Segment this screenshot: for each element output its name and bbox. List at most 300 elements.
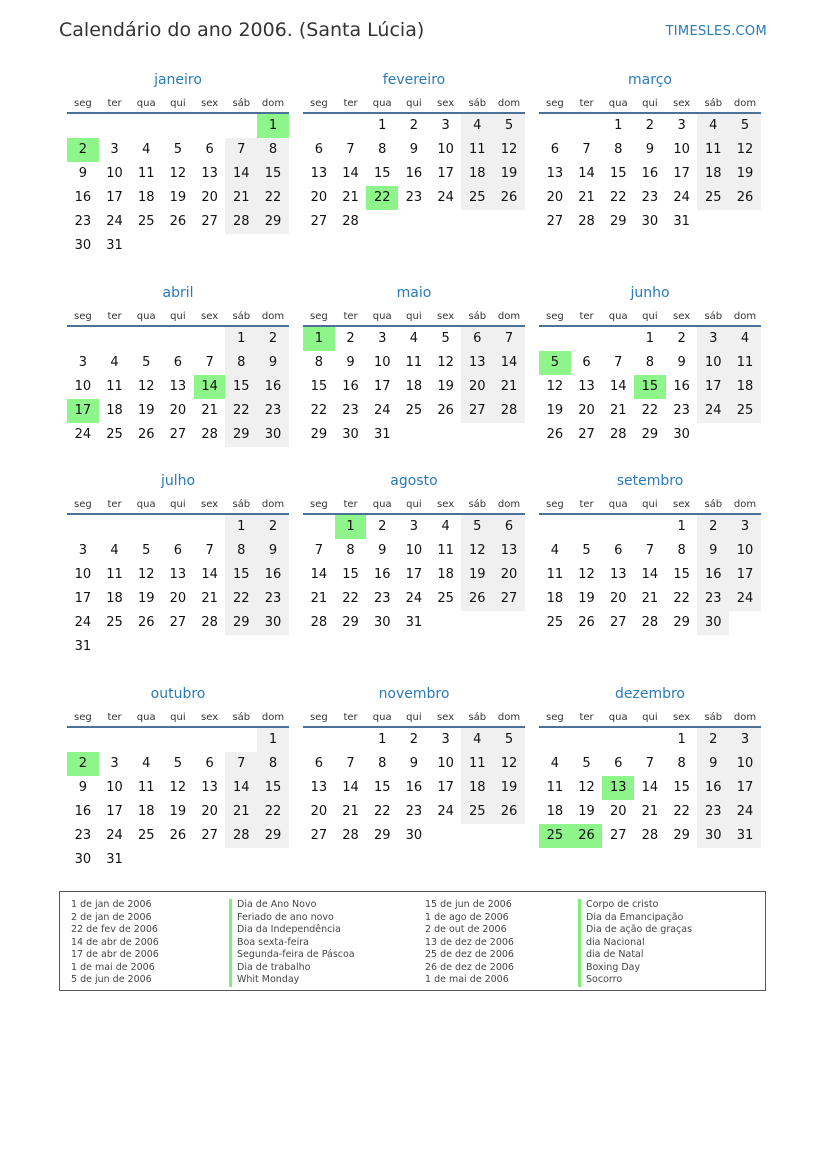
month-fevereiro [303, 72, 525, 234]
day-cell: 6 [614, 543, 623, 558]
weekday-label: seg [309, 98, 328, 109]
day-cell: 14 [578, 166, 595, 181]
month-setembro [539, 473, 761, 635]
legend-date: 26 de dez de 2006 [425, 961, 514, 973]
day-cell: 16 [697, 776, 729, 800]
month-name: outubro [150, 686, 206, 702]
legend-date: 25 de dez de 2006 [425, 949, 514, 960]
day-cell: 27 [461, 399, 493, 423]
day-cell: 22 [609, 190, 627, 205]
month-março [539, 72, 761, 234]
day-cell: 13 [169, 379, 187, 394]
weekday-label: sáb [704, 712, 723, 723]
legend-names-right [578, 899, 692, 987]
empty-cell [99, 114, 131, 138]
day-cell: 12 [578, 567, 595, 582]
day-cell: 1 [225, 515, 257, 539]
empty-cell [67, 114, 99, 138]
day-cell: 15 [257, 162, 289, 186]
empty-cell [67, 728, 99, 752]
day-grid [539, 515, 761, 635]
day-cell: 6 [493, 515, 525, 539]
day-cell: 15 [342, 567, 359, 582]
month-name: abril [162, 285, 194, 301]
day-cell: 31 [373, 427, 391, 442]
weekday-label: dom [733, 499, 757, 510]
weekday-label: sex [437, 712, 455, 723]
day-cell: 3 [78, 543, 87, 558]
day-cell: 11 [461, 138, 493, 162]
empty-cell [130, 515, 162, 539]
empty-cell [634, 728, 666, 752]
day-cell: 16 [257, 375, 289, 399]
weekday-label: sex [437, 98, 455, 109]
legend-dates-right [425, 899, 514, 987]
day-cell: 7 [205, 355, 214, 370]
weekday-label: qui [406, 311, 422, 322]
day-cell: 8 [346, 543, 355, 558]
day-cell: 20 [201, 804, 218, 819]
day-cell: 17 [673, 166, 690, 181]
day-cell: 10 [697, 351, 729, 375]
legend-holiday-name: Dia de ação de graças [578, 924, 692, 937]
day-cell: 2 [645, 118, 655, 133]
day-cell: 24 [437, 190, 454, 205]
day-cell: 26 [493, 186, 525, 210]
weekday-header [67, 98, 289, 114]
weekday-label: qua [608, 712, 628, 723]
month-janeiro [67, 72, 289, 258]
day-cell: 31 [405, 615, 423, 630]
day-cell: 4 [110, 355, 119, 370]
day-cell: 23 [697, 587, 729, 611]
weekday-label: seg [73, 311, 92, 322]
day-cell: 20 [310, 804, 328, 819]
day-cell: 4 [110, 543, 119, 558]
day-cell: 24 [74, 615, 92, 630]
empty-cell [225, 114, 257, 138]
day-cell: 13 [310, 780, 328, 795]
day-cell: 3 [677, 118, 686, 133]
month-julho [67, 473, 289, 659]
weekday-label: sáb [232, 499, 251, 510]
holiday-day-cell: 26 [571, 824, 603, 848]
day-cell: 28 [609, 427, 627, 442]
legend-date: 1 de mai de 2006 [425, 974, 509, 985]
weekday-label: sáb [468, 499, 487, 510]
day-cell: 9 [378, 543, 387, 558]
day-cell: 7 [205, 543, 214, 558]
day-cell: 13 [201, 780, 218, 795]
weekday-label: qui [406, 499, 422, 510]
day-cell: 23 [697, 800, 729, 824]
day-grid [303, 327, 525, 447]
day-grid [303, 515, 525, 635]
day-cell: 29 [641, 427, 659, 442]
day-cell: 27 [201, 828, 218, 843]
empty-cell [130, 327, 162, 351]
day-cell: 24 [437, 804, 454, 819]
day-cell: 16 [74, 190, 92, 205]
day-cell: 1 [677, 732, 686, 747]
legend-holiday-name: dia de Natal [578, 949, 692, 962]
day-cell: 12 [493, 138, 525, 162]
day-cell: 4 [729, 327, 761, 351]
day-cell: 20 [546, 190, 564, 205]
empty-cell [571, 327, 603, 351]
day-cell: 25 [137, 828, 155, 843]
weekday-label: qui [170, 712, 186, 723]
weekday-label: qua [372, 712, 392, 723]
month-name: setembro [616, 473, 684, 489]
day-cell: 21 [609, 403, 627, 418]
day-cell: 29 [310, 427, 328, 442]
day-cell: 12 [169, 166, 187, 181]
weekday-label: ter [107, 499, 122, 510]
day-cell: 27 [169, 615, 187, 630]
day-cell: 11 [405, 355, 423, 370]
day-cell: 16 [697, 563, 729, 587]
weekday-label: qua [608, 311, 628, 322]
day-cell: 2 [346, 331, 355, 346]
holiday-day-cell: 25 [539, 824, 571, 848]
day-cell: 12 [169, 780, 187, 795]
day-cell: 30 [74, 852, 92, 867]
day-cell: 1 [378, 118, 387, 133]
legend-date: 1 de ago de 2006 [425, 911, 509, 923]
month-name: julho [160, 473, 196, 489]
empty-cell [634, 515, 666, 539]
day-grid [539, 327, 761, 447]
day-cell: 16 [342, 379, 359, 394]
empty-cell [130, 728, 162, 752]
day-cell: 16 [373, 567, 391, 582]
brand-link[interactable]: TIMESLES.COM [665, 24, 767, 39]
empty-cell [225, 728, 257, 752]
day-cell: 4 [441, 519, 450, 534]
day-grid [539, 114, 761, 234]
legend-date: 14 de abr de 2006 [71, 936, 159, 948]
day-cell: 10 [673, 142, 690, 157]
weekday-label: qua [136, 712, 156, 723]
legend-date: 22 de fev de 2006 [71, 924, 158, 935]
day-cell: 31 [74, 639, 92, 654]
day-cell: 25 [461, 186, 493, 210]
day-cell: 15 [673, 780, 690, 795]
day-cell: 5 [142, 355, 151, 370]
day-cell: 25 [461, 800, 493, 824]
day-cell: 23 [342, 403, 359, 418]
day-cell: 14 [342, 780, 359, 795]
empty-cell [539, 515, 571, 539]
weekday-label: qui [170, 311, 186, 322]
day-cell: 29 [373, 828, 391, 843]
day-cell: 18 [461, 162, 493, 186]
weekday-header [539, 499, 761, 515]
day-cell: 22 [257, 186, 289, 210]
weekday-label: ter [579, 98, 594, 109]
empty-cell [194, 515, 226, 539]
day-cell: 27 [546, 214, 564, 229]
empty-cell [539, 728, 571, 752]
day-cell: 18 [437, 567, 454, 582]
empty-cell [162, 327, 194, 351]
day-cell: 8 [378, 142, 387, 157]
day-cell: 3 [697, 327, 729, 351]
weekday-header [67, 712, 289, 728]
day-cell: 16 [257, 563, 289, 587]
day-cell: 17 [437, 780, 454, 795]
day-cell: 29 [342, 615, 359, 630]
day-cell: 29 [257, 824, 289, 848]
day-cell: 17 [106, 190, 123, 205]
legend-date: 2 de jan de 2006 [71, 911, 152, 923]
day-cell: 14 [225, 162, 257, 186]
weekday-label: qui [406, 712, 422, 723]
weekday-label: sex [437, 499, 455, 510]
day-cell: 29 [225, 423, 257, 447]
day-cell: 25 [405, 403, 423, 418]
day-cell: 16 [405, 166, 423, 181]
day-cell: 7 [346, 756, 355, 771]
day-cell: 8 [677, 756, 686, 771]
day-cell: 1 [614, 118, 623, 133]
legend-holiday-name: Feriado de ano novo [229, 912, 355, 925]
day-cell: 28 [201, 427, 218, 442]
legend-holiday-name: Corpo de cristo [578, 899, 692, 912]
day-cell: 30 [257, 611, 289, 635]
weekday-label: seg [73, 98, 92, 109]
day-cell: 13 [493, 539, 525, 563]
day-cell: 22 [225, 399, 257, 423]
day-cell: 15 [225, 375, 257, 399]
month-name: junho [630, 285, 670, 301]
day-cell: 13 [310, 166, 328, 181]
empty-cell [303, 728, 335, 752]
day-cell: 30 [74, 238, 92, 253]
day-cell: 1 [645, 331, 655, 346]
day-cell: 11 [137, 780, 155, 795]
holiday-day-cell: 22 [366, 186, 398, 210]
day-cell: 26 [546, 427, 564, 442]
day-cell: 4 [142, 756, 151, 771]
day-cell: 4 [697, 114, 729, 138]
day-cell: 31 [729, 824, 761, 848]
day-cell: 24 [106, 828, 123, 843]
day-cell: 9 [409, 142, 419, 157]
day-cell: 1 [677, 519, 686, 534]
day-cell: 8 [378, 756, 387, 771]
day-cell: 6 [205, 756, 214, 771]
holiday-day-cell: 1 [257, 114, 289, 138]
day-cell: 16 [641, 166, 659, 181]
day-cell: 24 [673, 190, 690, 205]
day-cell: 3 [378, 331, 387, 346]
day-cell: 5 [142, 543, 151, 558]
day-cell: 29 [673, 615, 690, 630]
empty-cell [539, 114, 571, 138]
holiday-day-cell: 1 [303, 327, 335, 351]
day-cell: 5 [173, 142, 183, 157]
month-name: novembro [378, 686, 450, 702]
day-cell: 2 [677, 331, 686, 346]
day-grid [67, 515, 289, 659]
empty-cell [194, 728, 226, 752]
day-cell: 3 [78, 355, 87, 370]
empty-cell [162, 515, 194, 539]
day-cell: 19 [437, 379, 454, 394]
day-cell: 17 [106, 804, 123, 819]
day-cell: 5 [173, 756, 183, 771]
day-cell: 7 [645, 543, 655, 558]
day-cell: 25 [729, 399, 761, 423]
weekday-label: ter [343, 712, 358, 723]
legend-holiday-name: Dia de Ano Novo [229, 899, 355, 912]
weekday-label: ter [343, 311, 358, 322]
legend-dates-left [71, 899, 159, 987]
day-cell: 6 [173, 543, 183, 558]
day-cell: 28 [342, 214, 359, 229]
day-cell: 26 [137, 615, 155, 630]
day-cell: 19 [729, 162, 761, 186]
day-cell: 10 [729, 539, 761, 563]
day-cell: 23 [405, 190, 423, 205]
day-cell: 7 [493, 327, 525, 351]
day-cell: 8 [225, 539, 257, 563]
weekday-label: sáb [704, 98, 723, 109]
weekday-label: seg [545, 712, 564, 723]
day-cell: 28 [641, 828, 659, 843]
weekday-label: sex [201, 499, 219, 510]
day-cell: 7 [346, 142, 355, 157]
weekday-label: seg [309, 499, 328, 510]
day-cell: 3 [110, 142, 119, 157]
holiday-day-cell: 1 [335, 515, 367, 539]
weekday-label: sáb [232, 712, 251, 723]
day-cell: 25 [106, 427, 123, 442]
day-cell: 14 [641, 567, 659, 582]
day-cell: 23 [673, 403, 690, 418]
legend-date: 15 de jun de 2006 [425, 899, 512, 910]
month-abril [67, 285, 289, 447]
weekday-label: sáb [232, 311, 251, 322]
day-cell: 11 [729, 351, 761, 375]
day-cell: 26 [578, 615, 595, 630]
day-cell: 17 [373, 379, 391, 394]
day-cell: 9 [346, 355, 355, 370]
day-cell: 15 [310, 379, 328, 394]
day-cell: 22 [673, 591, 690, 606]
day-cell: 23 [405, 804, 423, 819]
day-cell: 25 [106, 615, 123, 630]
day-cell: 11 [461, 752, 493, 776]
empty-cell [335, 114, 367, 138]
weekday-header [539, 311, 761, 327]
weekday-header [303, 712, 525, 728]
day-cell: 5 [582, 756, 591, 771]
day-cell: 31 [106, 852, 123, 867]
day-cell: 22 [641, 403, 659, 418]
empty-cell [539, 327, 571, 351]
day-cell: 19 [169, 804, 187, 819]
day-cell: 21 [310, 591, 328, 606]
weekday-label: sáb [232, 98, 251, 109]
legend-date: 13 de dez de 2006 [425, 936, 514, 948]
day-cell: 20 [609, 591, 627, 606]
day-cell: 24 [729, 800, 761, 824]
weekday-label: qui [406, 98, 422, 109]
day-cell: 17 [729, 563, 761, 587]
weekday-label: sex [673, 712, 691, 723]
weekday-label: qui [642, 311, 658, 322]
empty-cell [67, 515, 99, 539]
weekday-label: qui [642, 712, 658, 723]
weekday-label: sex [673, 499, 691, 510]
day-cell: 13 [169, 567, 187, 582]
weekday-label: qui [170, 98, 186, 109]
day-cell: 9 [257, 539, 289, 563]
day-cell: 2 [697, 728, 729, 752]
weekday-label: qua [372, 311, 392, 322]
day-cell: 7 [225, 752, 257, 776]
day-cell: 5 [729, 114, 761, 138]
day-cell: 5 [461, 515, 493, 539]
day-cell: 18 [106, 403, 123, 418]
legend-holiday-name: Dia da Emancipação [578, 912, 692, 925]
legend-date: 1 de mai de 2006 [71, 961, 155, 973]
weekday-label: dom [261, 499, 285, 510]
day-cell: 11 [546, 780, 564, 795]
day-cell: 27 [578, 427, 595, 442]
day-cell: 17 [729, 776, 761, 800]
empty-cell [571, 114, 603, 138]
day-cell: 2 [409, 732, 419, 747]
legend-holiday-name: Dia de trabalho [229, 962, 355, 975]
weekday-label: dom [261, 98, 285, 109]
weekday-label: sáb [704, 499, 723, 510]
weekday-label: ter [579, 712, 594, 723]
day-cell: 28 [641, 615, 659, 630]
day-cell: 4 [550, 543, 559, 558]
day-cell: 12 [461, 539, 493, 563]
legend-date: 1 de jan de 2006 [71, 899, 152, 910]
legend-date: 2 de out de 2006 [425, 924, 507, 935]
day-cell: 3 [729, 515, 761, 539]
day-cell: 3 [409, 519, 419, 534]
weekday-label: ter [343, 499, 358, 510]
day-cell: 3 [729, 728, 761, 752]
day-cell: 19 [578, 804, 595, 819]
day-cell: 9 [78, 166, 87, 181]
empty-cell [130, 114, 162, 138]
day-cell: 24 [373, 403, 391, 418]
day-cell: 1 [378, 732, 387, 747]
empty-cell [194, 327, 226, 351]
day-cell: 10 [106, 166, 123, 181]
legend-date: 17 de abr de 2006 [71, 949, 159, 960]
day-cell: 15 [609, 166, 627, 181]
day-cell: 10 [373, 355, 391, 370]
weekday-header [67, 311, 289, 327]
day-cell: 21 [641, 591, 659, 606]
day-cell: 24 [697, 399, 729, 423]
day-cell: 21 [342, 804, 359, 819]
day-cell: 4 [409, 331, 419, 346]
month-novembro [303, 686, 525, 848]
day-cell: 15 [257, 776, 289, 800]
weekday-label: ter [579, 311, 594, 322]
weekday-label: dom [261, 311, 285, 322]
